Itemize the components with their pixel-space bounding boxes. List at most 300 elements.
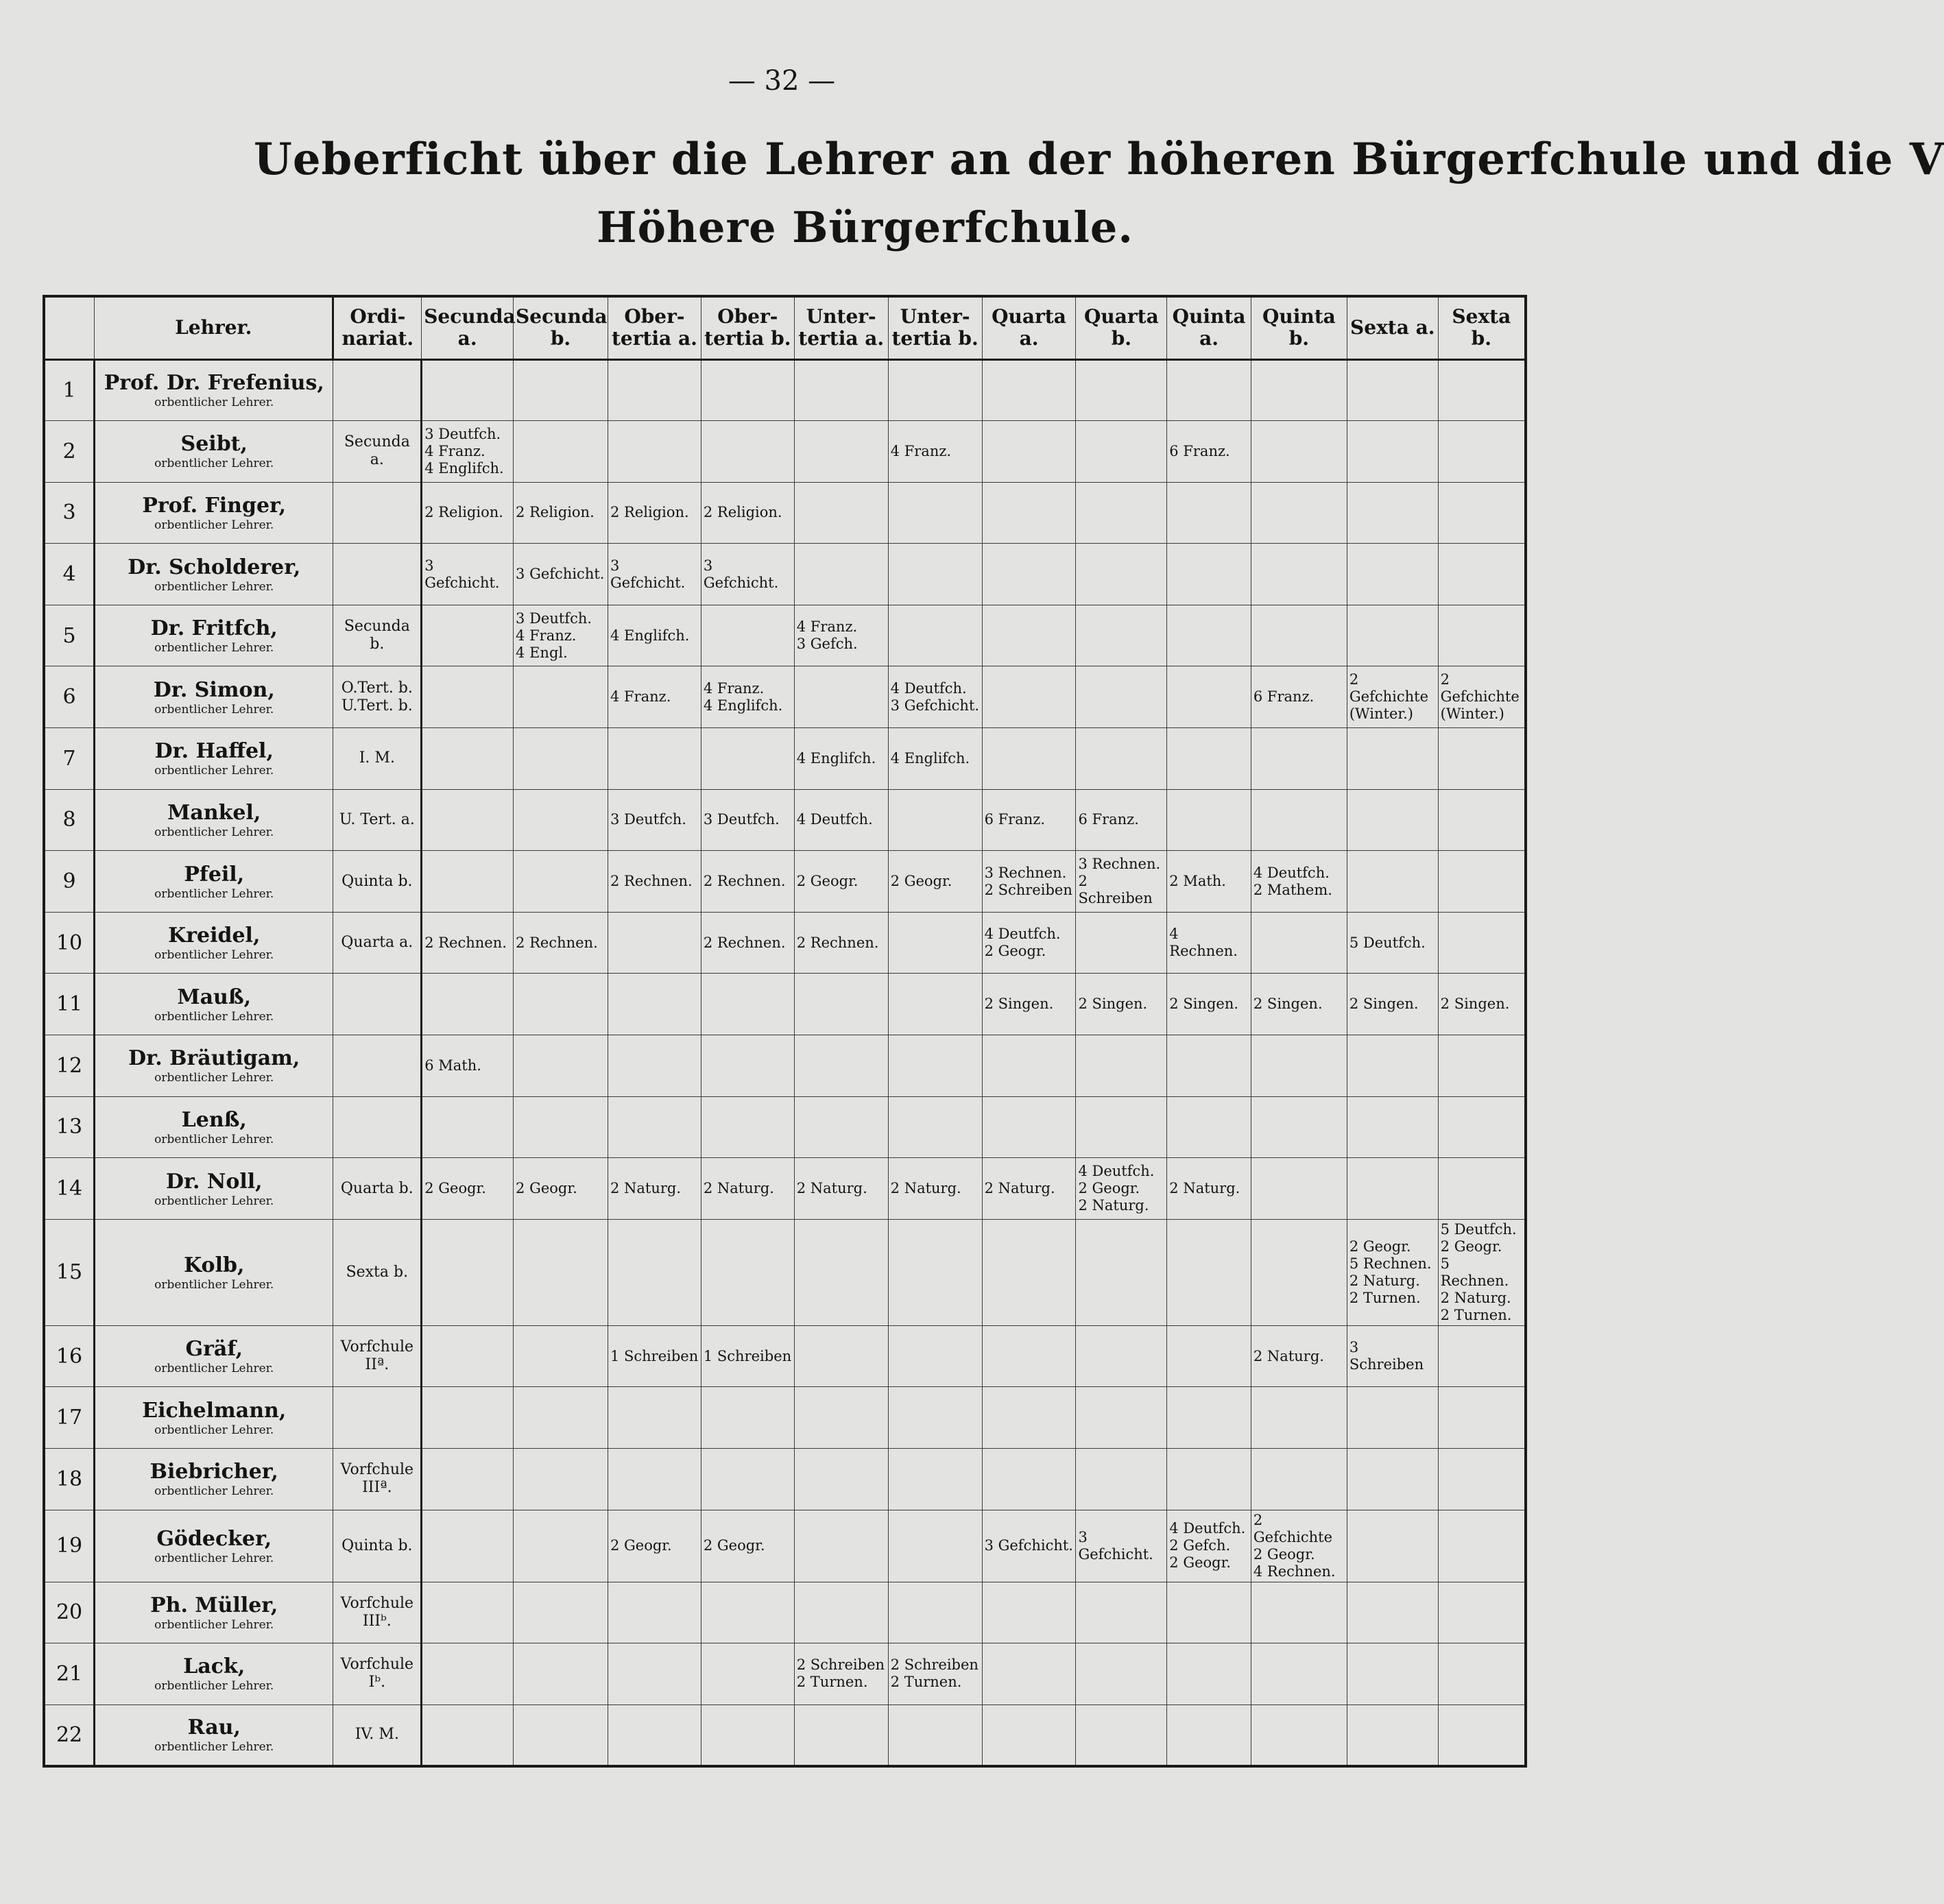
subject-cell [608, 421, 701, 483]
subject-cell [982, 1643, 1076, 1705]
subject-cell: 3 Gefchicht. [608, 544, 701, 605]
subject-cell: 2 Naturg. [1251, 1325, 1347, 1387]
table-row [44, 1510, 1526, 1582]
teacher-role: orbentlicher Lehrer. [154, 579, 274, 594]
subject-cell [422, 1510, 514, 1582]
subject-cell [1347, 605, 1438, 666]
section-subtitle: Höhere Bürgerfchule. [597, 202, 1133, 252]
subject-cell [1251, 1219, 1347, 1325]
subject-cell [1251, 789, 1347, 851]
subject-cell [1167, 359, 1251, 421]
subject-cell [1347, 1704, 1438, 1766]
subject-cell: 2 Religion. [422, 482, 514, 544]
subject-cell [422, 359, 514, 421]
subject-cell: 3 Deutfch. [701, 789, 794, 851]
teacher-role: orbentlicher Lehrer. [154, 1617, 274, 1632]
subject-cell [1438, 1704, 1526, 1766]
header-class: Quinta a. [1167, 296, 1251, 359]
teacher-name: Lack, [183, 1654, 245, 1679]
teacher-name: Gödecker, [156, 1526, 272, 1551]
subject-cell [701, 1582, 794, 1643]
subject-cell [1167, 605, 1251, 666]
subject-cell: 3 Schreiben [1347, 1325, 1438, 1387]
subject-cell: 3 Gefchicht. [1076, 1510, 1167, 1582]
teacher-name: Mankel, [167, 800, 261, 825]
header-class: Sexta a. [1347, 296, 1438, 359]
row-number: 4 [44, 544, 95, 605]
teacher-overview-table-container [43, 295, 1527, 1769]
table-row [44, 912, 1526, 974]
subject-cell [1251, 1035, 1347, 1097]
subject-cell: 2 Rechnen. [514, 912, 608, 974]
subject-cell [1167, 728, 1251, 790]
table-row [44, 1704, 1526, 1766]
teacher-role: orbentlicher Lehrer. [154, 1132, 274, 1146]
subject-cell: 2 Gefchichte 2 Geogr. 4 Rechnen. [1251, 1510, 1347, 1582]
ordinariat-cell: Secunda b. [333, 605, 422, 666]
subject-cell [701, 1449, 794, 1510]
ordinariat-cell: Sexta b. [333, 1219, 422, 1325]
header-class: Secunda b. [514, 296, 608, 359]
subject-cell [1251, 605, 1347, 666]
ordinariat-cell [333, 1035, 422, 1097]
subject-cell: 3 Deutfch. 4 Franz. 4 Engl. [514, 605, 608, 666]
subject-cell: 3 Deutfch. [608, 789, 701, 851]
subject-cell [1251, 421, 1347, 483]
subject-cell [1076, 1219, 1167, 1325]
header-class: Quinta b. [1251, 296, 1347, 359]
subject-cell [514, 666, 608, 728]
subject-cell [701, 1096, 794, 1158]
subject-cell [1347, 1387, 1438, 1449]
teacher-name: Kolb, [184, 1253, 245, 1277]
subject-cell: 4 Franz. 4 Englifch. [701, 666, 794, 728]
subject-cell: 2 Geogr. [888, 851, 982, 913]
teacher-cell [95, 421, 333, 483]
subject-cell [1076, 1387, 1167, 1449]
teacher-role: orbentlicher Lehrer. [154, 1009, 274, 1024]
subject-cell [514, 1035, 608, 1097]
header-class: Quarta a. [982, 296, 1076, 359]
subject-cell [1167, 666, 1251, 728]
teacher-name: Biebricher, [149, 1460, 278, 1484]
teacher-cell [95, 1510, 333, 1582]
teacher-role: orbentlicher Lehrer. [154, 457, 274, 471]
teacher-name: Kreidel, [168, 924, 261, 948]
subject-cell: 6 Franz. [982, 789, 1076, 851]
teacher-cell [95, 1704, 333, 1766]
subject-cell: 2 Schreiben 2 Turnen. [888, 1643, 982, 1705]
subject-cell [1251, 359, 1347, 421]
teacher-name: Mauß, [177, 985, 252, 1009]
page-number: — 32 — [728, 65, 836, 97]
subject-cell: 1 Schreiben [701, 1325, 794, 1387]
page-title: Ueberficht über die Lehrer an der höheren Bürgerfchule und die V [254, 134, 1944, 185]
table-row [44, 482, 1526, 544]
subject-cell [1438, 1035, 1526, 1097]
subject-cell [794, 482, 888, 544]
subject-cell [701, 1704, 794, 1766]
subject-cell: 5 Deutfch. 2 Geogr. 5 Rechnen. 2 Naturg. 2 Turnen. [1438, 1219, 1526, 1325]
subject-cell [794, 1704, 888, 1766]
subject-cell: 3 Rechnen. 2 Schreiben [1076, 851, 1167, 913]
subject-cell: 2 Singen. [1347, 974, 1438, 1035]
subject-cell: 6 Math. [422, 1035, 514, 1097]
subject-cell [1251, 1449, 1347, 1510]
teacher-name: Seibt, [180, 432, 248, 457]
subject-cell [794, 1449, 888, 1510]
teacher-cell [95, 482, 333, 544]
table-row [44, 1582, 1526, 1643]
table-body [44, 359, 1526, 1766]
subject-cell [514, 851, 608, 913]
subject-cell [701, 359, 794, 421]
teacher-name: Dr. Fritfch, [150, 616, 278, 641]
subject-cell [422, 1643, 514, 1705]
subject-cell: 4 Deutfch. 2 Mathem. [1251, 851, 1347, 913]
subject-cell [1167, 1219, 1251, 1325]
subject-cell: 4 Franz. [608, 666, 701, 728]
subject-cell [888, 482, 982, 544]
row-number: 6 [44, 666, 95, 728]
subject-cell [1347, 421, 1438, 483]
subject-cell [888, 1387, 982, 1449]
subject-cell [422, 1387, 514, 1449]
subject-cell [1167, 482, 1251, 544]
subject-cell [1438, 544, 1526, 605]
subject-cell [514, 1449, 608, 1510]
subject-cell [514, 789, 608, 851]
subject-cell [608, 359, 701, 421]
subject-cell [982, 421, 1076, 483]
row-number: 3 [44, 482, 95, 544]
teacher-name: Prof. Dr. Frefenius, [104, 371, 324, 396]
subject-cell [888, 359, 982, 421]
subject-cell [1438, 1643, 1526, 1705]
subject-cell: 2 Naturg. [701, 1158, 794, 1220]
table-row [44, 728, 1526, 790]
subject-cell [1167, 1449, 1251, 1510]
subject-cell [608, 1387, 701, 1449]
row-number: 10 [44, 912, 95, 974]
subject-cell [888, 1096, 982, 1158]
subject-cell [1347, 359, 1438, 421]
ordinariat-cell: U. Tert. a. [333, 789, 422, 851]
subject-cell [422, 1096, 514, 1158]
subject-cell [888, 605, 982, 666]
teacher-name: Gräf, [185, 1337, 243, 1362]
subject-cell: 3 Gefchicht. [701, 544, 794, 605]
subject-cell [1438, 728, 1526, 790]
subject-cell [794, 359, 888, 421]
row-number: 15 [44, 1219, 95, 1325]
teacher-role: orbentlicher Lehrer. [154, 948, 274, 963]
teacher-cell [95, 1325, 333, 1387]
subject-cell [1347, 1096, 1438, 1158]
ordinariat-cell [333, 544, 422, 605]
ordinariat-cell: I. M. [333, 728, 422, 790]
teacher-cell [95, 1449, 333, 1510]
subject-cell: 4 Franz. 3 Gefch. [794, 605, 888, 666]
subject-cell [1167, 1096, 1251, 1158]
row-number: 17 [44, 1387, 95, 1449]
subject-cell [514, 974, 608, 1035]
subject-cell [1076, 1449, 1167, 1510]
table-row [44, 851, 1526, 913]
header-class: Quarta b. [1076, 296, 1167, 359]
subject-cell [982, 359, 1076, 421]
header-class: Unter- tertia b. [888, 296, 982, 359]
subject-cell: 2 Naturg. [982, 1158, 1076, 1220]
ordinariat-cell [333, 359, 422, 421]
table-row [44, 1035, 1526, 1097]
subject-cell [888, 974, 982, 1035]
subject-cell [701, 728, 794, 790]
table-row [44, 544, 1526, 605]
subject-cell [794, 974, 888, 1035]
subject-cell [422, 1325, 514, 1387]
teacher-cell [95, 359, 333, 421]
subject-cell [794, 544, 888, 605]
subject-cell [982, 482, 1076, 544]
ordinariat-cell: Quinta b. [333, 851, 422, 913]
subject-cell [1167, 1035, 1251, 1097]
subject-cell: 2 Religion. [608, 482, 701, 544]
subject-cell: 4 Deutfch. 2 Gefch. 2 Geogr. [1167, 1510, 1251, 1582]
subject-cell [422, 789, 514, 851]
subject-cell [422, 851, 514, 913]
teacher-cell [95, 1219, 333, 1325]
teacher-role: orbentlicher Lehrer. [154, 396, 274, 410]
teacher-cell [95, 1387, 333, 1449]
subject-cell [1438, 1158, 1526, 1220]
subject-cell: 2 Gefchichte (Winter.) [1438, 666, 1526, 728]
teacher-role: orbentlicher Lehrer. [154, 1740, 274, 1755]
subject-cell [794, 1325, 888, 1387]
subject-cell [1167, 1387, 1251, 1449]
teacher-role: orbentlicher Lehrer. [154, 1071, 274, 1085]
subject-cell: 2 Singen. [982, 974, 1076, 1035]
subject-cell: 2 Schreiben 2 Turnen. [794, 1643, 888, 1705]
teacher-name: Prof. Finger, [142, 493, 287, 518]
ordinariat-cell [333, 1387, 422, 1449]
subject-cell [1167, 1704, 1251, 1766]
subject-cell [608, 1582, 701, 1643]
teacher-name: Dr. Simon, [153, 677, 275, 702]
subject-cell: 3 Deutfch. 4 Franz. 4 Englifch. [422, 421, 514, 483]
teacher-name: Rau, [187, 1715, 241, 1740]
table-row [44, 666, 1526, 728]
subject-cell: 1 Schreiben [608, 1325, 701, 1387]
header-class: Secunda a. [422, 296, 514, 359]
table-row [44, 1643, 1526, 1705]
subject-cell [1347, 544, 1438, 605]
row-number: 19 [44, 1510, 95, 1582]
subject-cell: 3 Rechnen. 2 Schreiben [982, 851, 1076, 913]
table-row [44, 1158, 1526, 1220]
subject-cell [1438, 1449, 1526, 1510]
subject-cell: 2 Naturg. [794, 1158, 888, 1220]
teacher-name: Pfeil, [184, 862, 245, 887]
subject-cell: 2 Singen. [1438, 974, 1526, 1035]
subject-cell [1438, 1582, 1526, 1643]
subject-cell [514, 421, 608, 483]
row-number: 9 [44, 851, 95, 913]
row-number: 5 [44, 605, 95, 666]
subject-cell [1251, 544, 1347, 605]
teacher-cell [95, 851, 333, 913]
teacher-role: orbentlicher Lehrer. [154, 1277, 274, 1292]
subject-cell [1076, 1035, 1167, 1097]
teacher-role: orbentlicher Lehrer. [154, 1551, 274, 1565]
subject-cell: 2 Rechnen. [701, 851, 794, 913]
row-number: 21 [44, 1643, 95, 1705]
subject-cell [1438, 1387, 1526, 1449]
subject-cell: 2 Naturg. [1167, 1158, 1251, 1220]
subject-cell [701, 974, 794, 1035]
subject-cell: 4 Englifch. [888, 728, 982, 790]
subject-cell [982, 1582, 1076, 1643]
subject-cell: 4 Deutfch. 2 Geogr. [982, 912, 1076, 974]
teacher-name: Ph. Müller, [150, 1593, 278, 1617]
subject-cell [1438, 482, 1526, 544]
subject-cell: 2 Rechnen. [422, 912, 514, 974]
ordinariat-cell: Vorfchule Iᵇ. [333, 1643, 422, 1705]
subject-cell [422, 1449, 514, 1510]
subject-cell [422, 1704, 514, 1766]
subject-cell [608, 1035, 701, 1097]
teacher-role: orbentlicher Lehrer. [154, 518, 274, 532]
subject-cell [1167, 1582, 1251, 1643]
subject-cell [514, 359, 608, 421]
subject-cell [982, 1096, 1076, 1158]
subject-cell [1347, 1449, 1438, 1510]
subject-cell [1438, 1510, 1526, 1582]
subject-cell: 2 Religion. [701, 482, 794, 544]
subject-cell [1076, 605, 1167, 666]
teacher-role: orbentlicher Lehrer. [154, 641, 274, 655]
subject-cell [1347, 1582, 1438, 1643]
teacher-cell [95, 666, 333, 728]
subject-cell: 2 Singen. [1076, 974, 1167, 1035]
ordinariat-cell [333, 1096, 422, 1158]
subject-cell [982, 666, 1076, 728]
subject-cell [982, 605, 1076, 666]
subject-cell [1438, 1096, 1526, 1158]
teacher-name: Eichelmann, [142, 1398, 287, 1423]
ordinariat-cell: Secunda a. [333, 421, 422, 483]
subject-cell [1076, 359, 1167, 421]
subject-cell [1251, 1158, 1347, 1220]
ordinariat-cell [333, 974, 422, 1035]
subject-cell: 4 Deutfch. 3 Gefchicht. [888, 666, 982, 728]
row-number: 13 [44, 1096, 95, 1158]
subject-cell [1076, 666, 1167, 728]
subject-cell [422, 1219, 514, 1325]
subject-cell [1251, 912, 1347, 974]
subject-cell [794, 1387, 888, 1449]
subject-cell [794, 1219, 888, 1325]
subject-cell [514, 1704, 608, 1766]
subject-cell [701, 1035, 794, 1097]
subject-cell: 3 Gefchicht. [982, 1510, 1076, 1582]
subject-cell [608, 1219, 701, 1325]
subject-cell [1347, 482, 1438, 544]
table-row [44, 359, 1526, 421]
subject-cell [514, 1387, 608, 1449]
teacher-role: orbentlicher Lehrer. [154, 764, 274, 778]
subject-cell [1167, 789, 1251, 851]
subject-cell: 2 Naturg. [888, 1158, 982, 1220]
row-number: 14 [44, 1158, 95, 1220]
row-number: 11 [44, 974, 95, 1035]
subject-cell [608, 912, 701, 974]
subject-cell [1167, 544, 1251, 605]
ordinariat-cell: Quinta b. [333, 1510, 422, 1582]
teacher-cell [95, 789, 333, 851]
header-class: Ober- tertia b. [701, 296, 794, 359]
subject-cell [514, 1096, 608, 1158]
subject-cell [1076, 912, 1167, 974]
subject-cell [1347, 1643, 1438, 1705]
teacher-cell [95, 1035, 333, 1097]
subject-cell [1076, 1704, 1167, 1766]
ordinariat-cell: Vorfchule IIª. [333, 1325, 422, 1387]
table-header-row [44, 296, 1526, 359]
table-row [44, 1096, 1526, 1158]
teacher-role: orbentlicher Lehrer. [154, 1194, 274, 1208]
subject-cell: 4 Englifch. [608, 605, 701, 666]
subject-cell [1076, 1643, 1167, 1705]
subject-cell [1251, 1096, 1347, 1158]
teacher-overview-table [43, 295, 1527, 1768]
header-number [44, 296, 95, 359]
subject-cell [1167, 1643, 1251, 1705]
teacher-name: Dr. Scholderer, [128, 555, 301, 579]
subject-cell [701, 1387, 794, 1449]
subject-cell [514, 1643, 608, 1705]
ordinariat-cell: IV. M. [333, 1704, 422, 1766]
subject-cell [514, 1510, 608, 1582]
subject-cell [1251, 1704, 1347, 1766]
subject-cell [422, 974, 514, 1035]
subject-cell [1251, 1582, 1347, 1643]
ordinariat-cell: O.Tert. b. U.Tert. b. [333, 666, 422, 728]
subject-cell [1076, 728, 1167, 790]
teacher-cell [95, 544, 333, 605]
row-number: 16 [44, 1325, 95, 1387]
subject-cell: 2 Math. [1167, 851, 1251, 913]
teacher-name: Lenß, [181, 1107, 247, 1132]
subject-cell [1347, 1158, 1438, 1220]
subject-cell [982, 1449, 1076, 1510]
subject-cell [701, 421, 794, 483]
teacher-cell [95, 912, 333, 974]
row-number: 22 [44, 1704, 95, 1766]
subject-cell [888, 1035, 982, 1097]
teacher-role: orbentlicher Lehrer. [154, 825, 274, 839]
subject-cell [982, 1325, 1076, 1387]
teacher-cell [95, 1643, 333, 1705]
subject-cell: 4 Englifch. [794, 728, 888, 790]
table-row [44, 1325, 1526, 1387]
subject-cell [794, 1096, 888, 1158]
table-row [44, 1219, 1526, 1325]
subject-cell [1076, 1582, 1167, 1643]
subject-cell: 6 Franz. [1076, 789, 1167, 851]
subject-cell [1438, 421, 1526, 483]
teacher-cell [95, 1096, 333, 1158]
